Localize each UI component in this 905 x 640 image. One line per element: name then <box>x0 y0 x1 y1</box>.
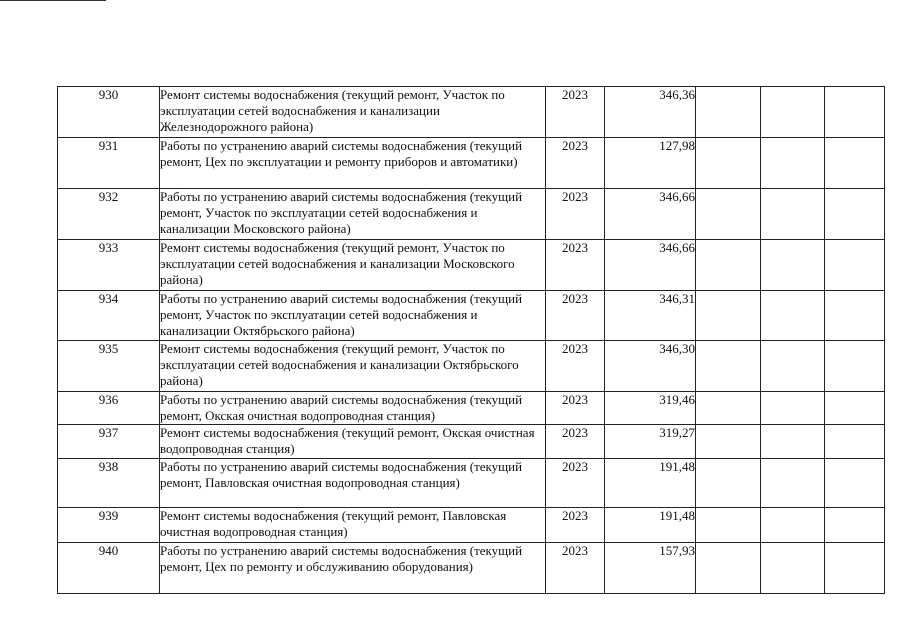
empty-cell <box>696 138 761 189</box>
work-amount: 346,30 <box>605 340 696 391</box>
row-number: 931 <box>58 138 160 189</box>
works-table-body <box>58 87 885 594</box>
work-amount: 346,36 <box>605 87 696 138</box>
work-description: Работы по устранению аварий системы водоснабжения (текущий ремонт, Цех по эксплуатации и ремонту приборов и автоматики) <box>160 138 546 189</box>
empty-cell <box>761 340 825 391</box>
empty-cell <box>761 459 825 508</box>
row-number: 935 <box>58 340 160 391</box>
empty-cell <box>761 508 825 543</box>
empty-cell <box>825 543 885 594</box>
work-description: Работы по устранению аварий системы водоснабжения (текущий ремонт, Цех по ремонту и обслуживанию оборудования) <box>160 543 546 594</box>
empty-cell <box>825 340 885 391</box>
work-year: 2023 <box>546 508 605 543</box>
table-row <box>58 189 885 240</box>
empty-cell <box>761 425 825 459</box>
table-row <box>58 425 885 459</box>
empty-cell <box>696 459 761 508</box>
empty-cell <box>761 87 825 138</box>
empty-cell <box>761 189 825 240</box>
row-number: 934 <box>58 291 160 341</box>
empty-cell <box>696 240 761 291</box>
work-year: 2023 <box>546 291 605 341</box>
row-number: 932 <box>58 189 160 240</box>
work-amount: 157,93 <box>605 543 696 594</box>
table-row <box>58 391 885 424</box>
empty-cell <box>696 87 761 138</box>
work-amount: 191,48 <box>605 508 696 543</box>
empty-cell <box>696 291 761 341</box>
table-row <box>58 87 885 138</box>
work-description: Ремонт системы водоснабжения (текущий ремонт, Участок по эксплуатации сетей водоснабжения и канализации Московского района) <box>160 240 546 291</box>
work-description: Работы по устранению аварий системы водоснабжения (текущий ремонт, Участок по эксплуатации сетей водоснабжения и канализации Октябрьского района) <box>160 291 546 341</box>
work-year: 2023 <box>546 543 605 594</box>
table-row <box>58 291 885 341</box>
work-description: Ремонт системы водоснабжения (текущий ремонт, Участок по эксплуатации сетей водоснабжения и канализации Октябрьского района) <box>160 340 546 391</box>
empty-cell <box>825 459 885 508</box>
table-row <box>58 508 885 543</box>
empty-cell <box>825 508 885 543</box>
work-year: 2023 <box>546 138 605 189</box>
work-description: Ремонт системы водоснабжения (текущий ремонт, Павловская очистная водопроводная станция) <box>160 508 546 543</box>
empty-cell <box>696 391 761 424</box>
row-number: 940 <box>58 543 160 594</box>
empty-cell <box>761 138 825 189</box>
work-description: Работы по устранению аварий системы водоснабжения (текущий ремонт, Павловская очистная водопроводная станция) <box>160 459 546 508</box>
empty-cell <box>825 240 885 291</box>
work-description: Работы по устранению аварий системы водоснабжения (текущий ремонт, Окская очистная водопроводная станция) <box>160 391 546 424</box>
work-amount: 191,48 <box>605 459 696 508</box>
row-number: 936 <box>58 391 160 424</box>
row-number: 933 <box>58 240 160 291</box>
work-description: Ремонт системы водоснабжения (текущий ремонт, Окская очистная водопроводная станция) <box>160 425 546 459</box>
work-description: Ремонт системы водоснабжения (текущий ремонт, Участок по эксплуатации сетей водоснабжения и канализации Железнодорожного района) <box>160 87 546 138</box>
empty-cell <box>825 138 885 189</box>
work-amount: 127,98 <box>605 138 696 189</box>
work-amount: 319,27 <box>605 425 696 459</box>
work-year: 2023 <box>546 340 605 391</box>
empty-cell <box>825 391 885 424</box>
empty-cell <box>761 391 825 424</box>
table-row <box>58 459 885 508</box>
work-year: 2023 <box>546 391 605 424</box>
scan-edge-line <box>0 0 106 1</box>
empty-cell <box>696 425 761 459</box>
empty-cell <box>696 189 761 240</box>
work-description: Работы по устранению аварий системы водоснабжения (текущий ремонт, Участок по эксплуатации сетей водоснабжения и канализации Московского района) <box>160 189 546 240</box>
empty-cell <box>696 543 761 594</box>
row-number: 938 <box>58 459 160 508</box>
work-year: 2023 <box>546 240 605 291</box>
work-year: 2023 <box>546 425 605 459</box>
empty-cell <box>825 425 885 459</box>
work-amount: 346,31 <box>605 291 696 341</box>
work-year: 2023 <box>546 87 605 138</box>
empty-cell <box>825 189 885 240</box>
empty-cell <box>825 87 885 138</box>
work-year: 2023 <box>546 189 605 240</box>
table-row <box>58 543 885 594</box>
empty-cell <box>761 240 825 291</box>
empty-cell <box>825 291 885 341</box>
row-number: 937 <box>58 425 160 459</box>
empty-cell <box>696 340 761 391</box>
row-number: 939 <box>58 508 160 543</box>
empty-cell <box>761 291 825 341</box>
table-row <box>58 340 885 391</box>
work-year: 2023 <box>546 459 605 508</box>
work-amount: 319,46 <box>605 391 696 424</box>
row-number: 930 <box>58 87 160 138</box>
table-row <box>58 138 885 189</box>
works-table <box>57 86 885 594</box>
work-amount: 346,66 <box>605 240 696 291</box>
empty-cell <box>696 508 761 543</box>
work-amount: 346,66 <box>605 189 696 240</box>
table-row <box>58 240 885 291</box>
empty-cell <box>761 543 825 594</box>
